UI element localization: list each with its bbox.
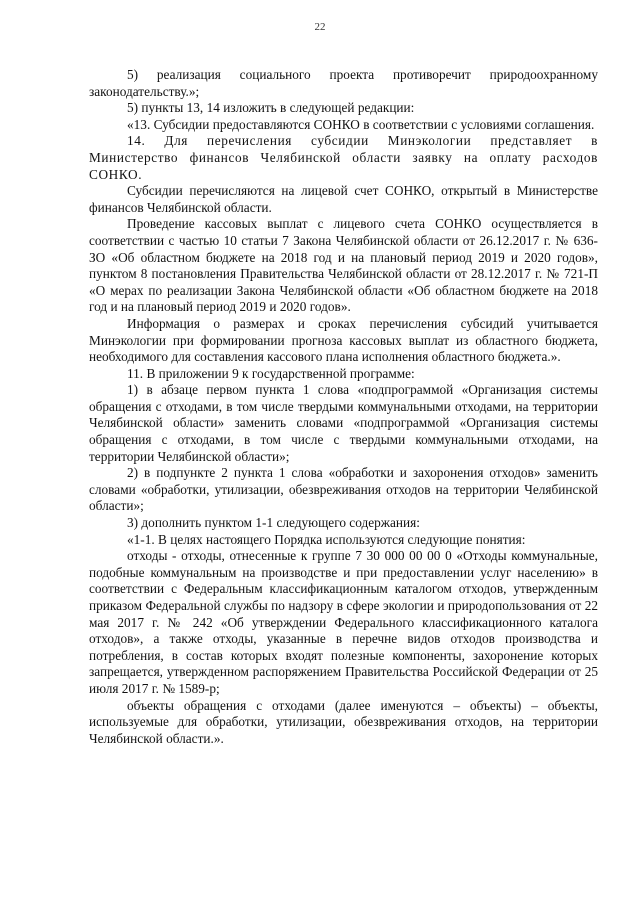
paragraph-6: Проведение кассовых выплат с лицевого счета СОНКО осуществляется в соответствии с частью 10 статьи 7 Закона Челябинской области от 26.12.2017 г. № 636-ЗО «Об областном бюджете на 2018 год и на плановый период 2019 и 2020 годов», пунктом 8 постановления Правительства Челябинской области от 28.12.2017 г. № 721-П «О мерах по реализации Закона Челябинской области «Об областном бюджете на 2018 год и на плановый период 2019 и 2020 годов».: [89, 216, 598, 315]
paragraph-14: объекты обращения с отходами (далее именуются – объекты) – объекты, используемые для обработки, утилизации, обезвреживания отходов, на территории Челябинской области.».: [89, 697, 598, 746]
paragraph-1: 5) реализация социального проекта противоречит природоохранному законодательству.»;: [89, 67, 598, 99]
paragraph-2: 5) пункты 13, 14 изложить в следующей редакции:: [127, 100, 415, 116]
paragraph-7: Информация о размерах и сроках перечисления субсидий учитывается Минэкологии при формировании прогноза кассовых выплат из областного бюджета, необходимого для составления кассового плана исполнения областного бюджета.».: [89, 315, 598, 365]
paragraph-9: 1) в абзаце первом пункта 1 слова «подпрограммой «Организация системы обращения с отходами, в том числе твердыми коммунальными отходами, на территории Челябинской области» заменить словами «подпрограммой «Организация системы обращения с отходами, в том числе с твердыми коммунальными отходами, на территории Челябинской области»;: [89, 382, 598, 464]
paragraph-10: 2) в подпункте 2 пункта 1 слова «обработки и захоронения отходов» заменить словами «обработки, утилизации, обезвреживания отходов на территории Челябинской области»;: [89, 465, 598, 514]
paragraph-4: 14. Для перечисления субсидии Минэкологии представляет в Министерство финансов Челябинской области заявку на оплату расходов СОНКО.: [89, 133, 598, 182]
paragraph-3: «13. Субсидии предоставляются СОНКО в соответствии с условиями соглашения.: [127, 116, 595, 132]
page-number: 22: [314, 21, 326, 33]
paragraph-13: отходы - отходы, отнесенные к группе 7 30 000 00 00 0 «Отходы коммунальные, подобные коммунальным на производстве и при предоставлении услуг населению» в соответствии с Федеральным классификационным каталогом отходов, утвержденным приказом Федеральной службы по надзору в сфере экологии и природопользования от 22 мая 2017 г. № 242 «Об утверждении Федерального классификационного каталога отходов», а также отходы, указанные в перечне видов отходов производства и потребления, в состав которых входят полезные компоненты, захоронение которых запрещается, утвержденном распоряжением Правительства Российской Федерации от 25 июля 2017 г. № 1589-р;: [89, 548, 598, 696]
paragraph-11: 3) дополнить пунктом 1-1 следующего содержания:: [127, 515, 420, 531]
document-body: [89, 67, 598, 747]
paragraph-5: Субсидии перечисляются на лицевой счет СОНКО, открытый в Министерстве финансов Челябинской области.: [89, 183, 598, 215]
paragraph-12: «1-1. В целях настоящего Порядка используются следующие понятия:: [127, 531, 526, 547]
paragraph-8: 11. В приложении 9 к государственной программе:: [127, 365, 415, 381]
